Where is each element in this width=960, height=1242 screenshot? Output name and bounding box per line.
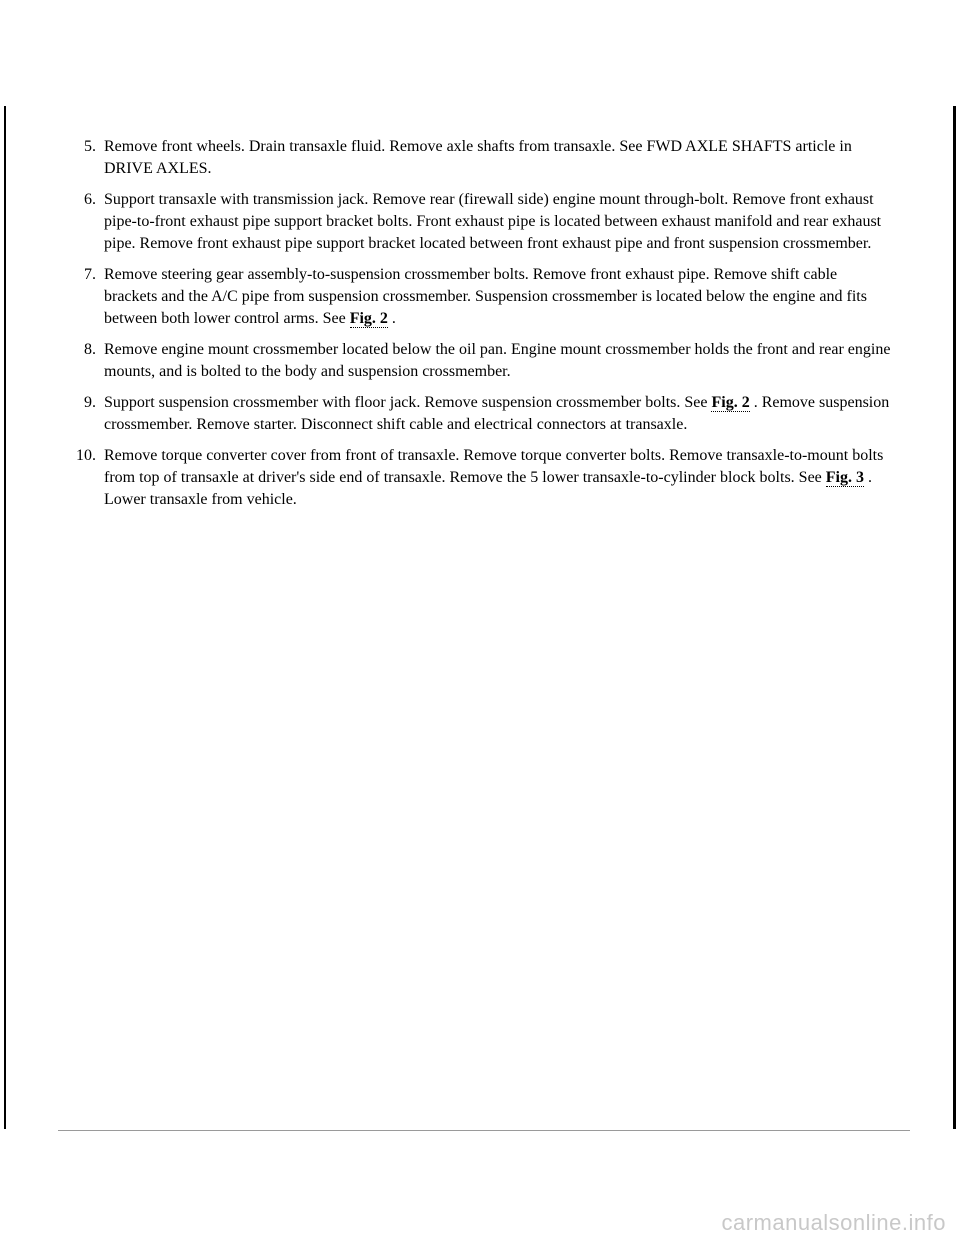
site-watermark: carmanualsonline.info xyxy=(721,1210,946,1235)
step-text: Remove steering gear assembly-to-suspension crossmember bolts. Remove front exhaust pipe. Remove shift cable brackets and the A/C pipe from suspension crossmember. Suspension crossmember is located below the engine and fits between both lower control arms. See xyxy=(104,266,867,327)
step-number: 7. xyxy=(84,266,96,283)
step-9 xyxy=(0,392,894,436)
fig-2-link[interactable]: Fig. 2 xyxy=(349,310,388,327)
fig-2-link[interactable]: Fig. 2 xyxy=(711,394,750,411)
step-number: 8. xyxy=(84,341,96,358)
step-number: 5. xyxy=(84,138,96,155)
step-text: Remove torque converter cover from front of transaxle. Remove torque converter bolts. Remove transaxle-to-mount bolts from top of transaxle at driver's side end of transaxle. Remove the 5 lower transaxle-to-cylinder block bolts. See xyxy=(104,447,884,486)
step-7 xyxy=(0,264,894,330)
step-text: Remove front wheels. Drain transaxle fluid. Remove axle shafts from transaxle. See FWD AXLE SHAFTS article in DRIVE AXLES. xyxy=(104,138,852,177)
step-text: Remove engine mount crossmember located below the oil pan. Engine mount crossmember holds the front and rear engine mounts, and is bolted to the body and suspension crossmember. xyxy=(104,341,891,380)
fig-3-link[interactable]: Fig. 3 xyxy=(825,469,864,486)
step-text-end: . Remove suspension crossmember. Remove starter. Disconnect shift cable and electrical connectors at transaxle. xyxy=(104,394,890,433)
step-8 xyxy=(0,339,894,383)
step-number: 9. xyxy=(84,394,96,411)
step-text: Support suspension crossmember with floor jack. Remove suspension crossmember bolts. See xyxy=(104,394,712,411)
step-number: 6. xyxy=(84,191,96,208)
procedure-steps-list xyxy=(0,136,960,520)
step-text-end: . xyxy=(387,310,396,327)
step-10 xyxy=(0,445,894,511)
step-5 xyxy=(0,136,894,180)
footer-divider xyxy=(58,1130,910,1131)
step-6 xyxy=(0,189,894,255)
step-text: Support transaxle with transmission jack. Remove rear (firewall side) engine mount through-bolt. Remove front exhaust pipe-to-front exhaust pipe support bracket bolts. Front exhaust pipe is located between exhaust manifold and rear exhaust pipe. Remove front exhaust pipe support bracket located between front exhaust pipe and front suspension crossmember. xyxy=(104,191,882,252)
step-number: 10. xyxy=(76,447,96,464)
step-text-end: . Lower transaxle from vehicle. xyxy=(104,469,872,508)
